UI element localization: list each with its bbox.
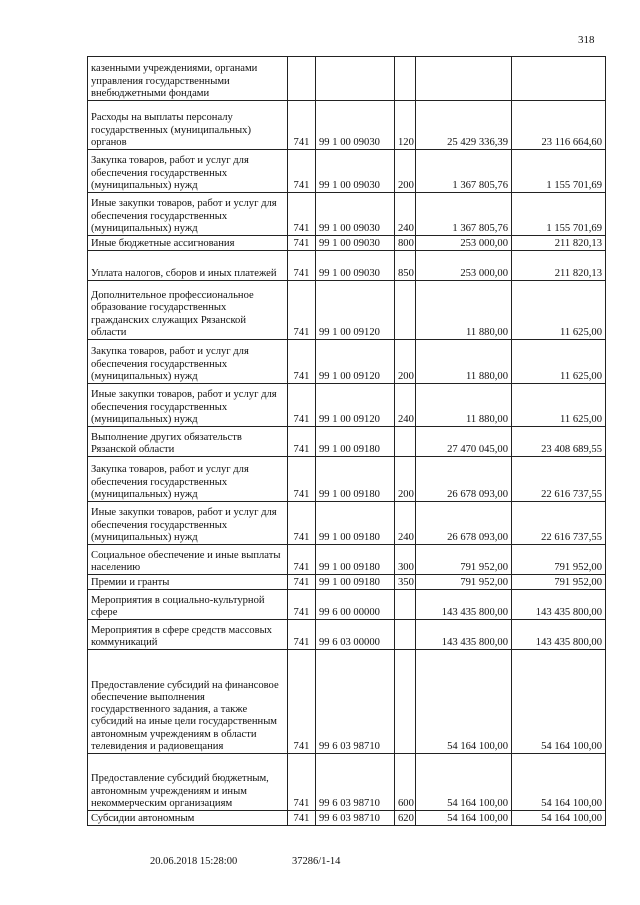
- row-name: Выполнение других обязательств Рязанской области: [88, 427, 288, 457]
- row-name: Иные закупки товаров, работ и услуг для обеспечения государственных (муниципальных) нужд: [88, 502, 288, 545]
- row-csr: 99 1 00 09180: [316, 545, 395, 575]
- row-csr: 99 1 00 09030: [316, 193, 395, 236]
- row-name: Предоставление субсидий бюджетным, автономным учреждениям и иным некоммерческим организациям: [88, 754, 288, 811]
- row-amount-actual: 1 155 701,69: [512, 193, 606, 236]
- row-amount-actual: 11 625,00: [512, 281, 606, 340]
- row-csr: 99 1 00 09030: [316, 150, 395, 193]
- row-csr: 99 1 00 09180: [316, 502, 395, 545]
- table-row: [88, 150, 606, 193]
- row-csr: 99 6 03 98710: [316, 650, 395, 754]
- row-csr: 99 1 00 09120: [316, 340, 395, 384]
- row-vr: 240: [395, 193, 416, 236]
- row-amount-plan: 54 164 100,00: [416, 811, 512, 826]
- row-amount-plan: [416, 57, 512, 101]
- row-ved: 741: [288, 545, 316, 575]
- row-name: Расходы на выплаты персоналу государственных (муниципальных) органов: [88, 101, 288, 150]
- table-row: [88, 427, 606, 457]
- table-row: [88, 575, 606, 590]
- row-amount-actual: 791 952,00: [512, 545, 606, 575]
- row-amount-plan: 26 678 093,00: [416, 502, 512, 545]
- row-amount-actual: 1 155 701,69: [512, 150, 606, 193]
- row-amount-actual: 23 116 664,60: [512, 101, 606, 150]
- table-row: [88, 545, 606, 575]
- row-name: Иные закупки товаров, работ и услуг для обеспечения государственных (муниципальных) нужд: [88, 384, 288, 427]
- row-amount-plan: 25 429 336,39: [416, 101, 512, 150]
- row-amount-plan: 1 367 805,76: [416, 150, 512, 193]
- row-csr: 99 1 00 09030: [316, 101, 395, 150]
- row-name: Иные закупки товаров, работ и услуг для обеспечения государственных (муниципальных) нужд: [88, 193, 288, 236]
- row-vr: [395, 427, 416, 457]
- row-csr: 99 1 00 09120: [316, 384, 395, 427]
- row-vr: 200: [395, 457, 416, 502]
- row-amount-plan: 26 678 093,00: [416, 457, 512, 502]
- table-row: [88, 101, 606, 150]
- row-amount-actual: 211 820,13: [512, 236, 606, 251]
- row-vr: 120: [395, 101, 416, 150]
- row-vr: [395, 620, 416, 650]
- table-row: [88, 236, 606, 251]
- row-amount-plan: 11 880,00: [416, 340, 512, 384]
- row-ved: [288, 57, 316, 101]
- row-name: Премии и гранты: [88, 575, 288, 590]
- row-amount-plan: 253 000,00: [416, 236, 512, 251]
- table-row: [88, 251, 606, 281]
- row-ved: 741: [288, 502, 316, 545]
- row-name: Субсидии автономным: [88, 811, 288, 826]
- row-ved: 741: [288, 150, 316, 193]
- table-row: [88, 811, 606, 826]
- row-name: Закупка товаров, работ и услуг для обеспечения государственных (муниципальных) нужд: [88, 150, 288, 193]
- row-csr: 99 1 00 09120: [316, 281, 395, 340]
- row-vr: [395, 590, 416, 620]
- table-row: [88, 57, 606, 101]
- table-row: [88, 384, 606, 427]
- row-ved: 741: [288, 193, 316, 236]
- row-csr: 99 1 00 09180: [316, 575, 395, 590]
- row-name: Дополнительное профессиональное образование государственных гражданских служащих Рязанской области: [88, 281, 288, 340]
- row-csr: 99 1 00 09030: [316, 251, 395, 281]
- row-vr: [395, 57, 416, 101]
- row-csr: 99 1 00 09030: [316, 236, 395, 251]
- row-ved: 741: [288, 650, 316, 754]
- row-vr: 200: [395, 340, 416, 384]
- table-row: [88, 650, 606, 754]
- row-vr: 240: [395, 384, 416, 427]
- row-ved: 741: [288, 754, 316, 811]
- page-number: 318: [578, 34, 595, 46]
- row-ved: 741: [288, 427, 316, 457]
- row-vr: 200: [395, 150, 416, 193]
- row-amount-plan: 54 164 100,00: [416, 754, 512, 811]
- row-amount-plan: 11 880,00: [416, 281, 512, 340]
- row-vr: 800: [395, 236, 416, 251]
- budget-table: [87, 56, 606, 826]
- row-name: Закупка товаров, работ и услуг для обеспечения государственных (муниципальных) нужд: [88, 340, 288, 384]
- row-ved: 741: [288, 251, 316, 281]
- budget-table-body: [88, 57, 606, 826]
- row-csr: 99 6 03 98710: [316, 754, 395, 811]
- row-csr: [316, 57, 395, 101]
- row-name: Социальное обеспечение и иные выплаты населению: [88, 545, 288, 575]
- row-name: Мероприятия в сфере средств массовых коммуникаций: [88, 620, 288, 650]
- row-amount-plan: 791 952,00: [416, 575, 512, 590]
- footer-datetime: 20.06.2018 15:28:00: [150, 856, 238, 867]
- row-amount-plan: 143 435 800,00: [416, 590, 512, 620]
- row-vr: [395, 650, 416, 754]
- row-csr: 99 6 03 00000: [316, 620, 395, 650]
- row-amount-actual: 791 952,00: [512, 575, 606, 590]
- row-vr: 620: [395, 811, 416, 826]
- row-csr: 99 1 00 09180: [316, 427, 395, 457]
- row-amount-plan: 143 435 800,00: [416, 620, 512, 650]
- row-name: Мероприятия в социально-культурной сфере: [88, 590, 288, 620]
- row-csr: 99 6 00 00000: [316, 590, 395, 620]
- row-vr: 300: [395, 545, 416, 575]
- row-amount-plan: 253 000,00: [416, 251, 512, 281]
- row-vr: 850: [395, 251, 416, 281]
- row-amount-plan: 1 367 805,76: [416, 193, 512, 236]
- row-amount-plan: 11 880,00: [416, 384, 512, 427]
- table-row: [88, 193, 606, 236]
- row-amount-actual: 54 164 100,00: [512, 811, 606, 826]
- row-amount-plan: 54 164 100,00: [416, 650, 512, 754]
- row-ved: 741: [288, 575, 316, 590]
- row-ved: 741: [288, 620, 316, 650]
- row-ved: 741: [288, 101, 316, 150]
- row-vr: 600: [395, 754, 416, 811]
- row-vr: 240: [395, 502, 416, 545]
- row-amount-actual: 54 164 100,00: [512, 650, 606, 754]
- row-amount-actual: 22 616 737,55: [512, 502, 606, 545]
- row-csr: 99 1 00 09180: [316, 457, 395, 502]
- row-ved: 741: [288, 340, 316, 384]
- footer-doc-code: 37286/1-14: [292, 856, 341, 867]
- table-row: [88, 457, 606, 502]
- table-row: [88, 340, 606, 384]
- row-amount-plan: 27 470 045,00: [416, 427, 512, 457]
- row-csr: 99 6 03 98710: [316, 811, 395, 826]
- row-amount-plan: 791 952,00: [416, 545, 512, 575]
- table-row: [88, 502, 606, 545]
- row-name: Предоставление субсидий на финансовое обеспечение выполнения государственного задания, а также субсидий на иные цели государственным автономным учреждениям в области телевидения и радиовещания: [88, 650, 288, 754]
- table-row: [88, 590, 606, 620]
- row-name: казенными учреждениями, органами управления государственными внебюджетными фондами: [88, 57, 288, 101]
- row-vr: [395, 281, 416, 340]
- row-amount-actual: 143 435 800,00: [512, 590, 606, 620]
- row-name: Закупка товаров, работ и услуг для обеспечения государственных (муниципальных) нужд: [88, 457, 288, 502]
- row-ved: 741: [288, 384, 316, 427]
- row-amount-actual: [512, 57, 606, 101]
- row-amount-actual: 54 164 100,00: [512, 754, 606, 811]
- table-row: [88, 281, 606, 340]
- row-amount-actual: 23 408 689,55: [512, 427, 606, 457]
- table-row: [88, 754, 606, 811]
- row-name: Иные бюджетные ассигнования: [88, 236, 288, 251]
- row-amount-actual: 211 820,13: [512, 251, 606, 281]
- row-vr: 350: [395, 575, 416, 590]
- row-amount-actual: 11 625,00: [512, 384, 606, 427]
- row-ved: 741: [288, 457, 316, 502]
- row-ved: 741: [288, 236, 316, 251]
- table-row: [88, 620, 606, 650]
- row-name: Уплата налогов, сборов и иных платежей: [88, 251, 288, 281]
- row-ved: 741: [288, 590, 316, 620]
- row-ved: 741: [288, 811, 316, 826]
- row-amount-actual: 22 616 737,55: [512, 457, 606, 502]
- row-amount-actual: 143 435 800,00: [512, 620, 606, 650]
- row-ved: 741: [288, 281, 316, 340]
- row-amount-actual: 11 625,00: [512, 340, 606, 384]
